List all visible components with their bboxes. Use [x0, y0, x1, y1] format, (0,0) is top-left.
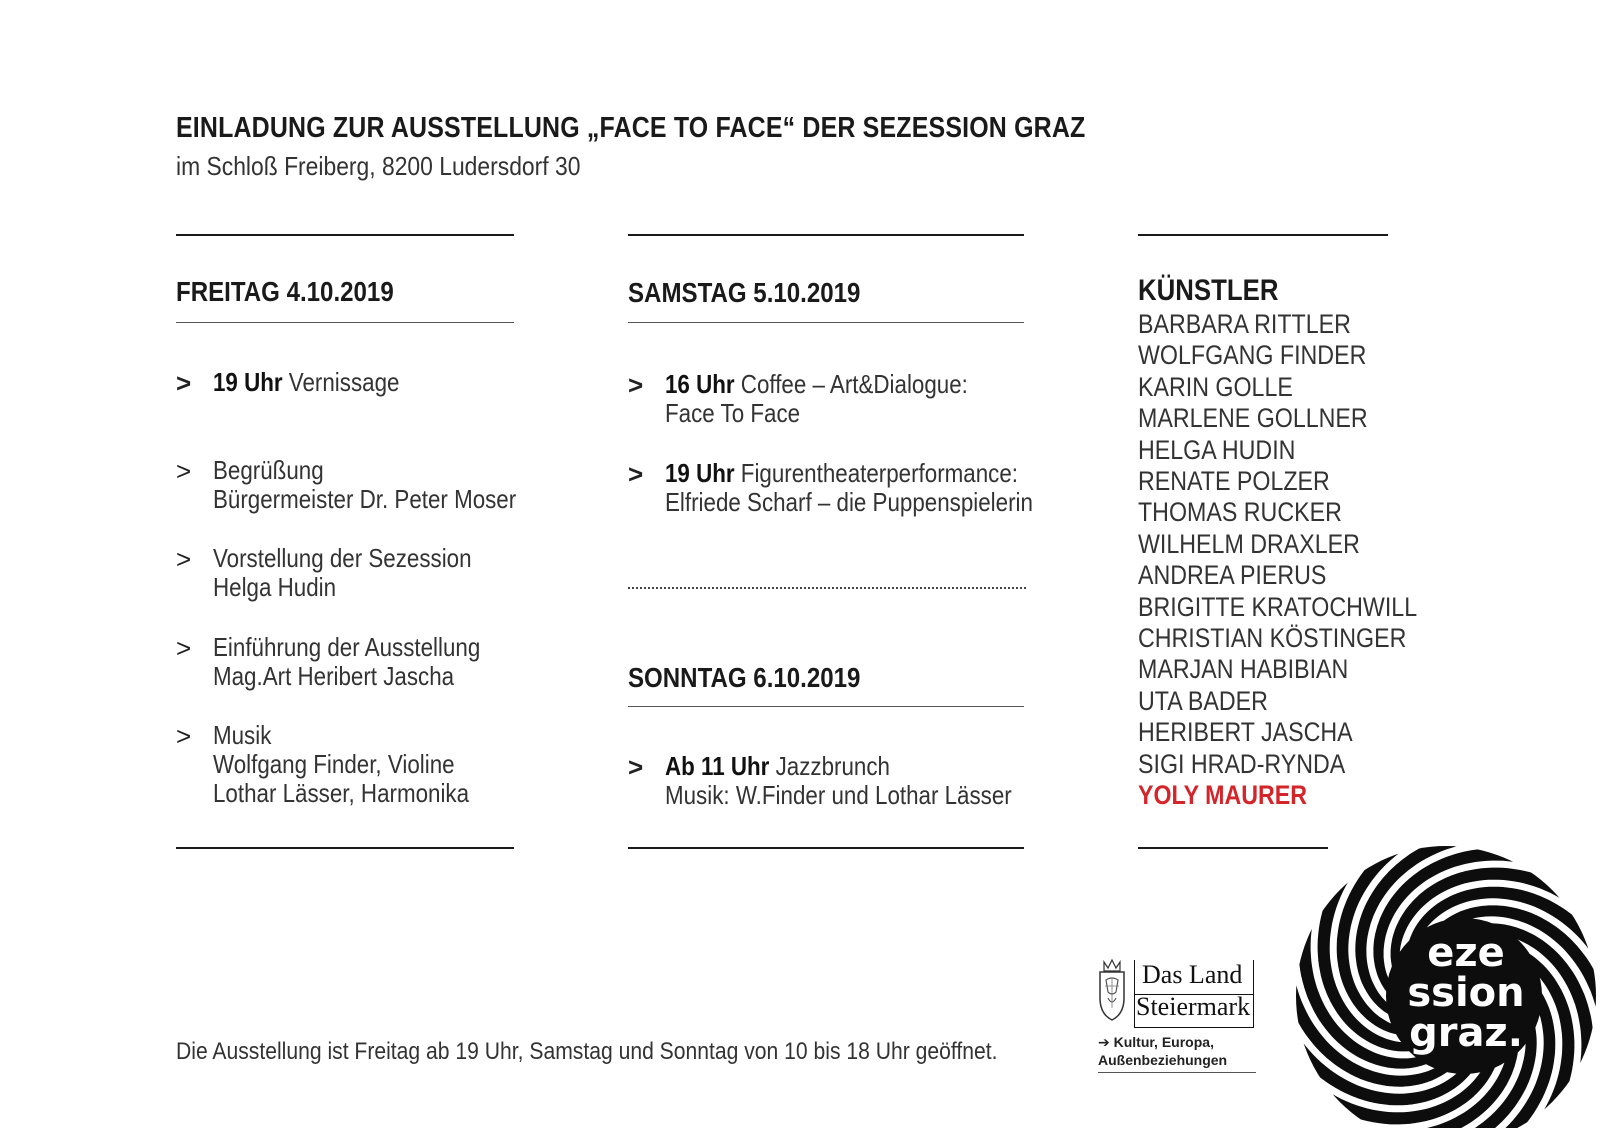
event-detail: Face To Face [665, 398, 801, 428]
sezession-logo-text: graz. [1409, 1010, 1523, 1056]
friday-event-introduction [176, 633, 576, 693]
saturday-heading-rule [628, 322, 1024, 323]
artists-list [1138, 309, 1463, 812]
artist-name: ANDREA PIERUS [1138, 560, 1327, 591]
spiral-icon [1296, 828, 1600, 1128]
artist-name: BRIGITTE KRATOCHWILL [1138, 591, 1418, 622]
event-text: Figurentheaterperformance: [734, 458, 1018, 488]
friday-event-vernissage [176, 368, 576, 400]
event-time: 16 Uhr [665, 369, 735, 399]
land-steiermark-logo [1094, 958, 1274, 1078]
event-detail: Bürgermeister Dr. Peter Moser [213, 484, 517, 514]
sunday-heading-rule [628, 706, 1024, 707]
saturday-heading: SAMSTAG 5.10.2019 [628, 277, 861, 308]
sunday-event-jazzbrunch [628, 752, 1028, 812]
artist-name-highlighted: YOLY MAURER [1138, 780, 1308, 811]
land-logo-line2: Steiermark [1136, 992, 1251, 1021]
page-title: EINLADUNG ZUR AUSSTELLUNG „FACE TO FACE“ DER SEZESSION GRAZ [176, 112, 1086, 144]
artists-heading: KÜNSTLER [1138, 274, 1279, 307]
event-text: Vorstellung der Sezession [213, 543, 472, 573]
coat-of-arms-icon [1094, 958, 1130, 1024]
event-detail: Lothar Lässer, Harmonika [213, 778, 470, 808]
saturday-event-theater [628, 458, 1033, 519]
event-detail: Musik: W.Finder und Lothar Lässer [665, 780, 1012, 810]
artist-name: WOLFGANG FINDER [1138, 340, 1367, 371]
venue-address: im Schloß Freiberg, 8200 Ludersdorf 30 [176, 151, 581, 181]
event-text: Coffee – Art&Dialogue: [734, 369, 968, 399]
event-detail: Mag.Art Heribert Jascha [213, 661, 455, 691]
friday-event-greeting [176, 456, 576, 516]
artist-name: HERIBERT JASCHA [1138, 717, 1353, 748]
arrow-icon: > [176, 721, 192, 751]
artist-name: CHRISTIAN KÖSTINGER [1138, 623, 1407, 654]
rule-top-col1 [176, 234, 514, 236]
event-text: Musik [213, 720, 272, 750]
event-detail: Helga Hudin [213, 572, 337, 602]
rule-bottom-col2 [628, 847, 1024, 849]
rule-top-col2 [628, 234, 1024, 236]
arrow-icon: > [628, 459, 644, 489]
arrow-icon: > [176, 456, 192, 486]
event-detail: Elfriede Scharf – die Puppenspielerin [665, 487, 1033, 517]
sezession-logo-text: eze [1427, 930, 1505, 976]
sunday-heading: SONNTAG 6.10.2019 [628, 662, 861, 693]
artist-name: RENATE POLZER [1138, 466, 1330, 497]
arrow-icon: > [176, 633, 192, 663]
opening-hours: Die Ausstellung ist Freitag ab 19 Uhr, Samstag und Sonntag von 10 bis 18 Uhr geöffnet. [176, 1038, 998, 1065]
event-time: Ab 11 Uhr [665, 751, 770, 781]
arrow-icon: > [628, 752, 644, 782]
friday-event-music [176, 721, 576, 811]
artist-name: HELGA HUDIN [1138, 434, 1296, 465]
artist-name: MARJAN HABIBIAN [1138, 654, 1349, 685]
event-time: 19 Uhr [213, 367, 283, 397]
artist-name: KARIN GOLLE [1138, 371, 1293, 402]
event-text: Begrüßung [213, 455, 324, 485]
rule-top-col3 [1138, 234, 1388, 236]
rule-bottom-col1 [176, 847, 514, 849]
friday-heading-rule [176, 322, 514, 323]
artist-name: BARBARA RITTLER [1138, 309, 1351, 339]
friday-event-presentation [176, 544, 576, 604]
event-text: Einführung der Ausstellung [213, 632, 481, 662]
land-logo-underline [1098, 1072, 1256, 1073]
event-text: Vernissage [282, 367, 400, 397]
arrow-icon: > [628, 370, 644, 400]
arrow-icon: > [176, 368, 192, 398]
artist-name: THOMAS RUCKER [1138, 497, 1342, 528]
saturday-event-coffee [628, 370, 1028, 430]
event-time: 19 Uhr [665, 458, 735, 488]
friday-heading: FREITAG 4.10.2019 [176, 276, 394, 307]
artist-name: MARLENE GOLLNER [1138, 403, 1368, 434]
sezession-logo-text: ssion [1407, 970, 1525, 1016]
land-logo-line1: Das Land [1142, 960, 1243, 989]
sezession-graz-logo [1296, 828, 1600, 1128]
arrow-icon: > [176, 544, 192, 574]
artist-name: SIGI HRAD-RYNDA [1138, 748, 1346, 779]
artist-name: WILHELM DRAXLER [1138, 528, 1360, 559]
land-logo-department-line1: ➔ Kultur, Europa, [1098, 1034, 1214, 1050]
day-separator-dotted [628, 587, 1026, 589]
land-logo-department-line2: Außenbeziehungen [1098, 1052, 1228, 1068]
event-detail: Wolfgang Finder, Violine [213, 749, 455, 779]
event-text: Jazzbrunch [769, 751, 890, 781]
artist-name: UTA BADER [1138, 685, 1268, 716]
